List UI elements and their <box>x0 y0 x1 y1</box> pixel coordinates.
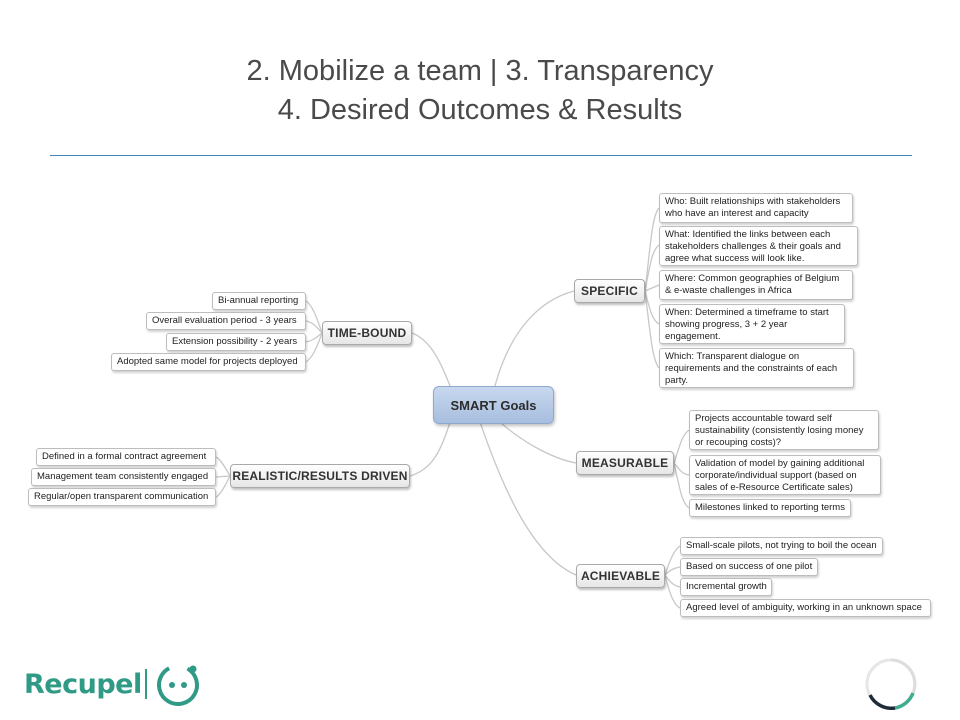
leaf-specific-which: Which: Transparent dialogue on requirements and the constraints of each party. <box>659 348 854 388</box>
branch-time-bound: TIME-BOUND <box>322 321 412 345</box>
recupel-logo <box>24 656 203 712</box>
connector-realistic-formal <box>216 457 230 476</box>
connector-timebound-biannual <box>306 301 322 333</box>
leaf-specific-when: When: Determined a timeframe to start showing progress, 3 + 2 year engagement. <box>659 304 845 344</box>
central-node-smart-goals: SMART Goals <box>433 386 554 424</box>
leaf-specific-where: Where: Common geographies of Belgium & e-waste challenges in Africa <box>659 270 853 300</box>
leaf-realistic-communication: Regular/open transparent communication <box>28 488 216 506</box>
connector-measurable-projects <box>674 430 689 463</box>
leaf-achievable-success: Based on success of one pilot <box>680 558 818 576</box>
leaf-timebound-extension: Extension possibility - 2 years <box>166 333 306 351</box>
recupel-logo-text: Recupel <box>24 668 142 700</box>
connector-specific-which <box>645 291 659 368</box>
logo-separator <box>145 669 147 699</box>
leaf-achievable-pilots: Small-scale pilots, not trying to boil the ocean <box>680 537 883 555</box>
connector-central-timebound <box>412 333 450 386</box>
connector-realistic-management <box>216 476 230 477</box>
connector-specific-where <box>645 285 659 291</box>
branch-specific: SPECIFIC <box>574 279 645 303</box>
leaf-measurable-validation: Validation of model by gaining additional corporate/individual support (based on sales of e-Resource Certificate sales) <box>689 455 881 495</box>
leaf-timebound-adopted: Adopted same model for projects deployed <box>111 353 306 371</box>
leaf-timebound-biannual: Bi-annual reporting <box>212 292 306 310</box>
branch-measurable: MEASURABLE <box>576 451 674 475</box>
leaf-measurable-milestones: Milestones linked to reporting terms <box>689 499 851 517</box>
leaf-realistic-management: Management team consistently engaged <box>31 468 216 486</box>
leaf-timebound-evaluation: Overall evaluation period - 3 years <box>146 312 306 330</box>
title-line-1: 2. Mobilize a team | 3. Transparency <box>246 55 714 87</box>
leaf-specific-what: What: Identified the links between each stakeholders challenges & their goals and agree what success will look like. <box>659 226 858 266</box>
branch-achievable: ACHIEVABLE <box>576 564 665 588</box>
leaf-achievable-growth: Incremental growth <box>680 578 772 596</box>
connector-achievable-ambiguity <box>665 575 680 608</box>
connector-achievable-pilots <box>665 546 680 575</box>
connector-central-specific <box>495 291 574 386</box>
leaf-realistic-formal: Defined in a formal contract agreement <box>36 448 216 466</box>
branch-realistic-results-driven: REALISTIC/RESULTS DRIVEN <box>230 464 410 488</box>
connector-central-achievable <box>480 422 576 575</box>
leaf-achievable-ambiguity: Agreed level of ambiguity, working in an unknown space <box>680 599 931 617</box>
recupel-face-icon <box>153 659 203 709</box>
connector-timebound-adopted <box>306 333 322 362</box>
connector-measurable-milestones <box>674 463 689 508</box>
leaf-measurable-projects: Projects accountable toward self sustainability (consistently losing money or recouping costs)? <box>689 410 879 450</box>
leaf-specific-who: Who: Built relationships with stakeholders who have an interest and capacity <box>659 193 853 223</box>
title-line-2: 4. Desired Outcomes & Results <box>277 94 683 126</box>
connector-central-measurable <box>500 422 576 463</box>
connector-central-realistic <box>410 422 450 476</box>
connector-realistic-communication <box>216 476 230 497</box>
loading-spinner-icon <box>862 655 920 713</box>
